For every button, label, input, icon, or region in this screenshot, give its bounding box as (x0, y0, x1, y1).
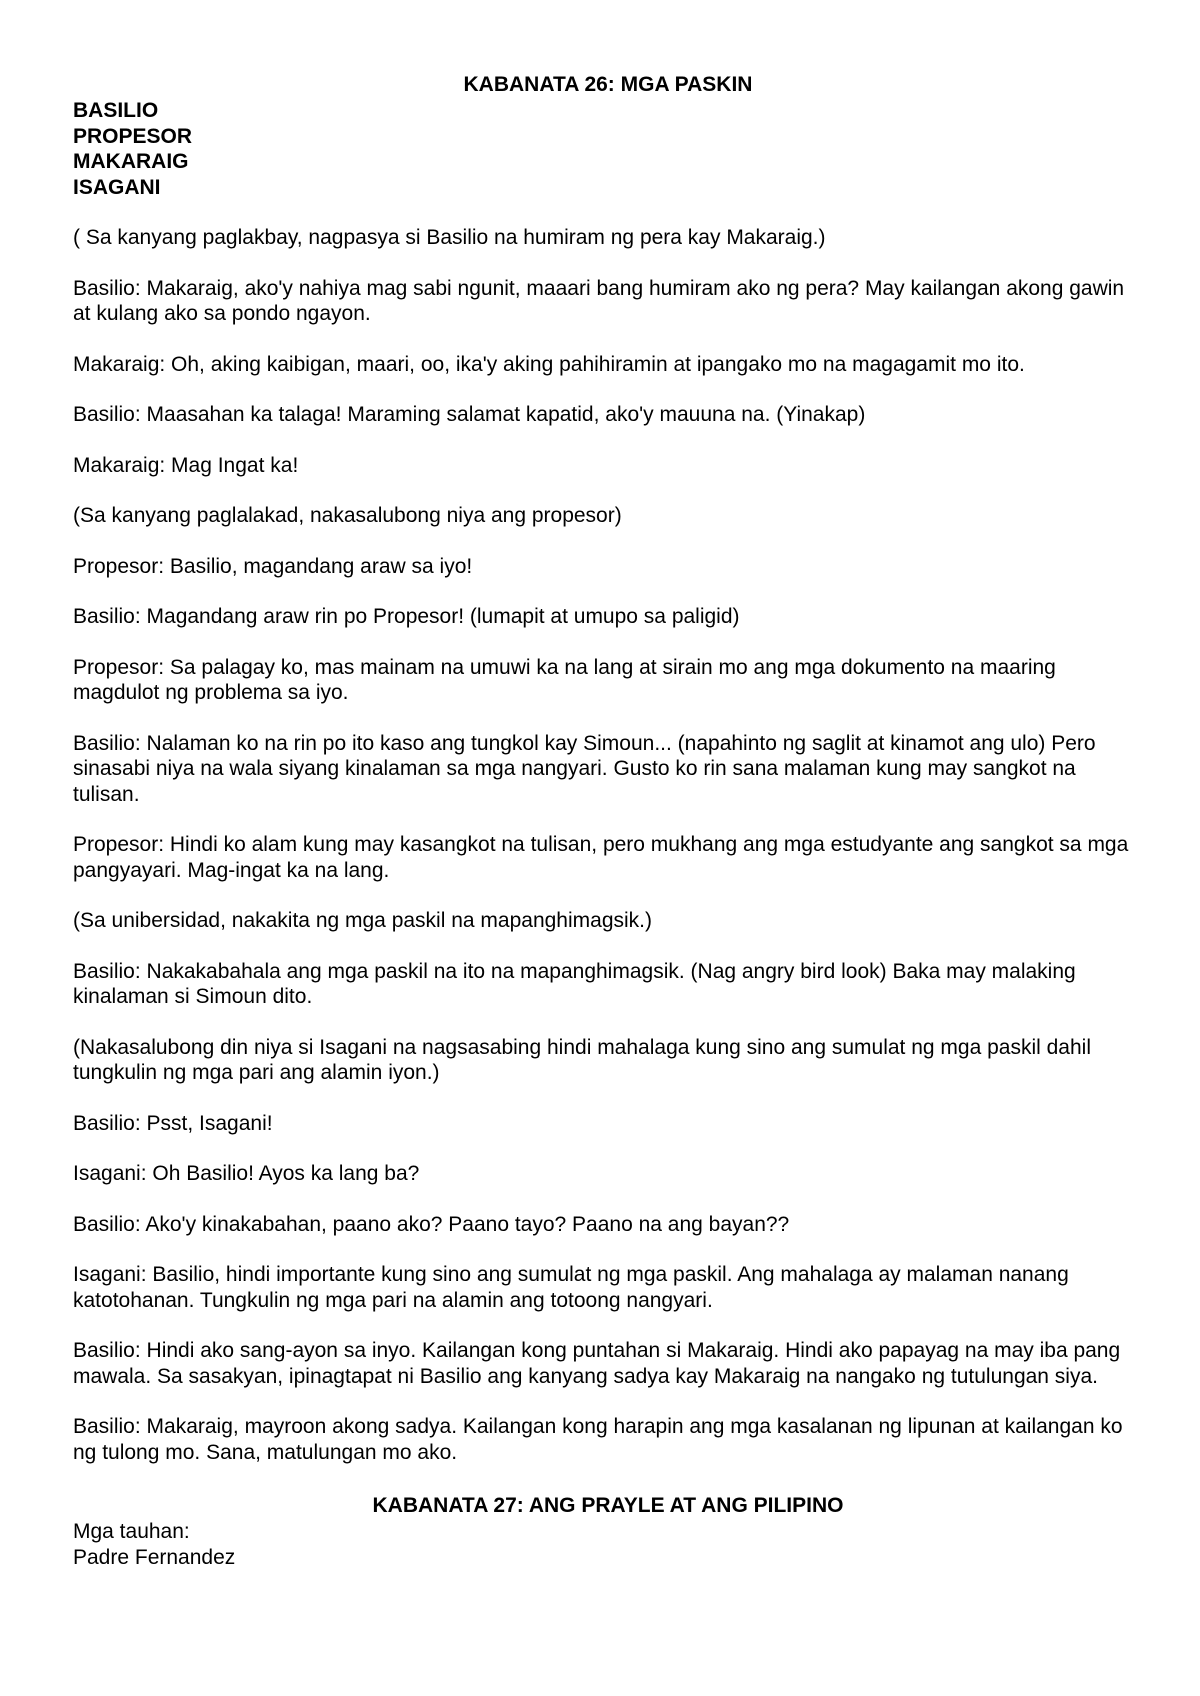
dialogue-line: Isagani: Basilio, hindi importante kung sino ang sumulat ng mga paskil. Ang mahalaga ay malaman nanang katotohanan. Tungkulin ng mga pari na alamin ang totoong nangyari. (73, 1263, 1069, 1312)
character-name: BASILIO (73, 99, 159, 122)
stage-direction: (Sa unibersidad, nakakita ng mga paskil na mapanghimagsik.) (73, 909, 652, 932)
character-name: MAKARAIG (73, 150, 189, 173)
characters-label: Mga tauhan: (73, 1520, 190, 1543)
dialogue-line: Propesor: Hindi ko alam kung may kasangkot na tulisan, pero mukhang ang mga estudyante ang sangkot sa mga pangyayari. Mag-ingat ka na lang. (73, 833, 1129, 882)
character-name: PROPESOR (73, 124, 193, 148)
character-name: Padre Fernandez (73, 1545, 236, 1569)
character-list (73, 98, 1143, 200)
dialogue-line: Makaraig: Mag Ingat ka! (73, 453, 299, 477)
dialogue-line: Basilio: Makaraig, mayroon akong sadya. Kailangan kong harapin ang mga kasalanan ng lipunan at kailangan ko ng tulong mo. Sana, matulungan mo ako. (73, 1415, 1123, 1464)
chapter-title: KABANATA 26: MGA PASKIN (463, 73, 753, 96)
character-name: ISAGANI (73, 175, 161, 199)
dialogue-line: Basilio: Psst, Isagani! (73, 1111, 273, 1135)
dialogue-line: Basilio: Magandang araw rin po Propesor! (lumapit at umupo sa paligid) (73, 605, 740, 628)
dialogue-line: Basilio: Nakakabahala ang mga paskil na ito na mapanghimagsik. (Nag angry bird look) Baka may malaking kinalaman si Simoun dito. (73, 959, 1076, 1008)
stage-direction: (Sa kanyang paglalakad, nakasalubong niya ang propesor) (73, 504, 622, 527)
stage-direction: (Nakasalubong din niya si Isagani na nagsasabing hindi mahalaga kung sino ang sumulat ng mga paskil dahil tungkulin ng mga pari ang alamin iyon.) (73, 1035, 1091, 1084)
dialogue-line: Basilio: Maasahan ka talaga! Maraming salamat kapatid, ako'y mauuna na. (Yinakap) (73, 403, 866, 426)
dialogue-line: Basilio: Hindi ako sang-ayon sa inyo. Kailangan kong puntahan si Makaraig. Hindi ako papayag na may iba pang mawala. Sa sasakyan, ipinagtapat ni Basilio ang kanyang sadya kay Makaraig na nangako ng tutulungan siya. (73, 1339, 1121, 1388)
stage-direction: ( Sa kanyang paglakbay, nagpasya si Basilio na humiram ng pera kay Makaraig.) (73, 226, 826, 249)
document-page (73, 72, 1143, 1570)
dialogue-line: Isagani: Oh Basilio! Ayos ka lang ba? (73, 1162, 420, 1185)
dialogue-line: Makaraig: Oh, aking kaibigan, maari, oo, ika'y aking pahihiramin at ipangako mo na magagamit mo ito. (73, 352, 1025, 376)
dialogue-line: Basilio: Makaraig, ako'y nahiya mag sabi ngunit, maaari bang humiram ako ng pera? May kailangan akong gawin at kulang ako sa pondo ngayon. (73, 276, 1125, 325)
dialogue-line: Propesor: Basilio, magandang araw sa iyo! (73, 554, 473, 578)
dialogue-line: Basilio: Ako'y kinakabahan, paano ako? Paano tayo? Paano na ang bayan?? (73, 1212, 790, 1236)
dialogue-line: Basilio: Nalaman ko na rin po ito kaso ang tungkol kay Simoun... (napahinto ng saglit at kinamot ang ulo) Pero sinasabi niya na wala siyang kinalaman sa mga nangyari. Gusto ko rin sana malaman kung may sangkot na tulisan. (73, 731, 1096, 806)
dialogue-line: Propesor: Sa palagay ko, mas mainam na umuwi ka na lang at sirain mo ang mga dokumento na maaring magdulot ng problema sa iyo. (73, 655, 1056, 704)
chapter-title: KABANATA 27: ANG PRAYLE AT ANG PILIPINO (372, 1494, 844, 1517)
